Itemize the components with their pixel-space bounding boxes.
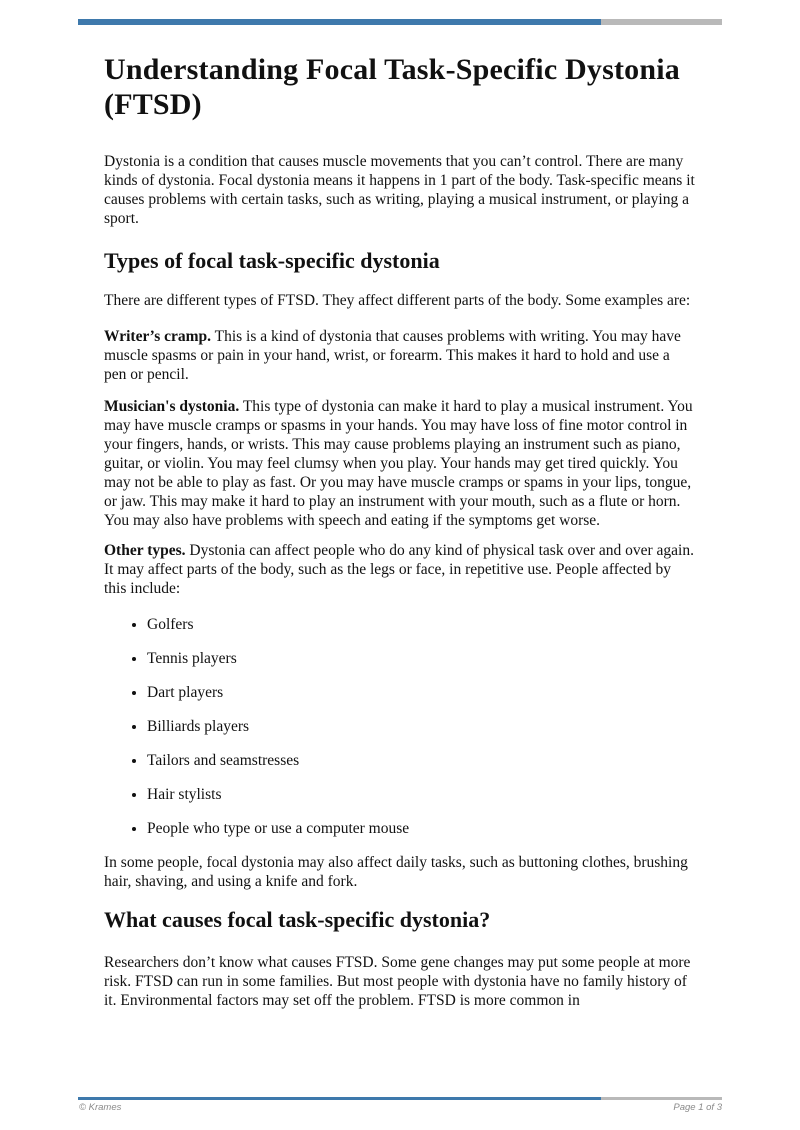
list-item: • Hair stylists	[147, 785, 696, 804]
causes-paragraph: Researchers don’t know what causes FTSD. Some gene changes may put some people at more risk. FTSD can run in some families. But most people with dystonia have no family history of it. Environmental factors may set off the problem. FTSD is more common in	[104, 954, 691, 1009]
footer-copyright: © Krames	[79, 1102, 122, 1113]
page-title: Understanding Focal Task-Specific Dystonia (FTSD)	[104, 53, 680, 121]
list-item: • People who type or use a computer mouse	[147, 819, 696, 838]
footer-rule-blue-segment	[78, 1097, 601, 1100]
musicians-dystonia-text: This type of dystonia can make it hard to play a musical instrument. You may have muscle cramps or spasms in your hands. You may have loss of fine motor control in your fingers, hands, or wrists. This may cause problems playing an instrument such as piano, guitar, or violin. You may feel clumsy when you play. Your hands may get tired quickly. You may not be able to play as fast. Or you may have muscle cramps or spams in your lips, tongue, or jaw. This may make it hard to play an instrument with your mouth, such as a flute or horn. You may also have problems with speech and eating if the symptoms get worse.	[104, 398, 693, 529]
other-types-paragraph	[104, 541, 696, 598]
affected-people-list	[104, 615, 696, 838]
writers-cramp-lead: Writer’s cramp.	[104, 328, 212, 345]
list-item: • Tennis players	[147, 649, 696, 668]
other-types-lead: Other types.	[104, 542, 186, 559]
section-heading-types: Types of focal task-specific dystonia	[104, 248, 440, 273]
writers-cramp-paragraph	[104, 327, 696, 384]
musicians-dystonia-paragraph	[104, 397, 696, 530]
types-intro-paragraph: There are different types of FTSD. They affect different parts of the body. Some examples are:	[104, 292, 691, 309]
writers-cramp-text: This is a kind of dystonia that causes problems with writing. You may have muscle spasms or pain in your hand, wrist, or forearm. This makes it hard to hold and use a pen or pencil.	[104, 328, 681, 383]
intro-paragraph: Dystonia is a condition that causes muscle movements that you can’t control. There are many kinds of dystonia. Focal dystonia means it happens in 1 part of the body. Task-specific means it causes problems with certain tasks, such as writing, playing a musical instrument, or playing a sport.	[104, 153, 695, 227]
list-item: • Tailors and seamstresses	[147, 751, 696, 770]
footer-rule	[78, 1097, 722, 1100]
musicians-dystonia-lead: Musician's dystonia.	[104, 398, 240, 415]
daily-tasks-paragraph: In some people, focal dystonia may also affect daily tasks, such as buttoning clothes, brushing hair, shaving, and using a knife and fork.	[104, 854, 688, 890]
list-item: • Dart players	[147, 683, 696, 702]
document-body	[104, 0, 696, 1010]
footer-page-number: Page 1 of 3	[673, 1102, 722, 1113]
list-item: • Golfers	[147, 615, 696, 634]
section-heading-causes: What causes focal task-specific dystonia?	[104, 907, 491, 932]
footer-rule-gray-segment	[601, 1097, 722, 1100]
other-types-text: Dystonia can affect people who do any kind of physical task over and over again. It may affect parts of the body, such as the legs or face, in repetitive use. People affected by this include:	[104, 542, 694, 597]
list-item: • Billiards players	[147, 717, 696, 736]
